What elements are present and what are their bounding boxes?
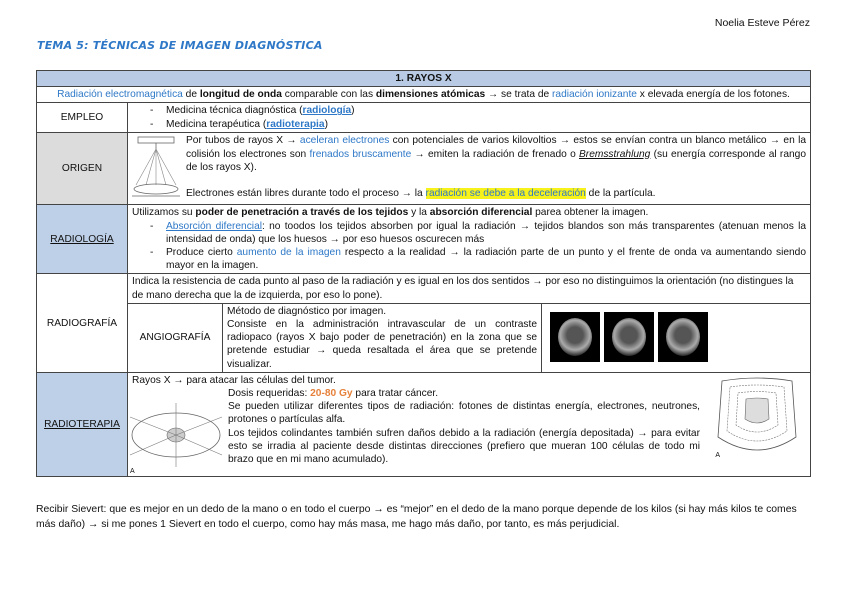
radiologia-content: Utilizamos su poder de penetración a través de los tejidos y la absorción diferencial parea obtener la imagen. - Absorción diferencial: no toodos los tejidos absorben por igual la radiación → tejidos blandos son más transparentes (atenuan menos la intensidad de onda) que los huesos → por eso huesos oscurecen más - Produce cierto aumento de la imagen respecto a la realidad → la radiación parte de un punto y el frente de onda va aumentando siendo mayor en la imagen. [128, 205, 811, 274]
empleo-label: EMPLEO [37, 103, 128, 133]
angiografia-label: ANGIOGRAFÍA [128, 303, 223, 372]
radioterapia-label: RADIOTERAPIA [37, 372, 128, 476]
radiotherapy-beams-diagram [128, 401, 224, 467]
radiografia-label: RADIOGRAFÍA [37, 274, 128, 372]
dose-contour-diagram [712, 377, 802, 461]
angiography-image-3 [658, 312, 708, 362]
figure-label-a2: A [715, 451, 720, 459]
radioterapia-content: Rayos X → para atacar las células del tumor. A Dosis requeridas: 20-80 Gy para tratar cáncer. Se pueden utilizar diferentes tipos de radiación: fotones de distintas energía, electrones, neutrones, protones o partículas alfa. Los tejidos colindantes también sufren daños debido a la radiación (energía depositada) → para evitar esto se irradia al paciente desde distintas direcciones (prefiero que mueran 100 células de todo mi brazo que en mi mano acumulado). A [128, 372, 811, 476]
origen-label: ORIGEN [37, 133, 128, 205]
angiografia-content: Método de diagnóstico por imagen. Consiste en la administración intravascular de un contraste radiopaco (rayos X bajo poder de penetración) en la zona que se pretende estudiar → queda resaltada el área que se pretende visualizar. [223, 303, 542, 372]
angiography-image-2 [604, 312, 654, 362]
page-title: TEMA 5: TÉCNICAS DE IMAGEN DIAGNÓSTICA [37, 39, 323, 52]
empleo-content: - Medicina técnica diagnóstica (radiología) - Medicina terapéutica (radioterapia) [128, 103, 811, 133]
xray-tube-diagram [130, 135, 182, 199]
angiography-images [542, 303, 811, 372]
radiografia-content: Indica la resistencia de cada punto al paso de la radiación y es igual en los dos sentidos → por eso no distinguimos la orientación (no distingues la de mano derecha que la de izquierda, por eso lo pone). ANGIOGRAFÍA Método de diagnóstico por imagen. Consiste en la administración intravascular de un contraste radiopaco (rayos X bajo poder de penetración) en la zona que se pretende estudiar → queda resaltada el área que se pretende visualizar. [128, 274, 811, 372]
origen-content: Por tubos de rayos X → aceleran electrones con potenciales de varios kilovoltios → estos se envían contra un blanco metálico → en la colisión los electrones son frenados bruscamente → emiten la radiación de frenado o Bremsstrahlung (su energía corresponde al rango de los rayos X). Electrones están libres durante todo el proceso → la radiación se debe a la deceleración de la partícula. [128, 133, 811, 205]
footer-note: Recibir Sievert: que es mejor en un dedo de la mano o en todo el cuerpo → es “mejor” en el dedo de la mano porque depende de los kilos (si hay más kilos te comes más daño) → si me pones 1 Sievert en todo el cuerpo, como hay más masa, me hago más daño, por tanto, es más perjudicial. [36, 504, 797, 530]
xray-table [36, 70, 811, 477]
author-name: Noelia Esteve Pérez [714, 17, 810, 29]
intro-row: Radiación electromagnética de longitud de onda comparable con las dimensiones atómicas → se trata de radiación ionizante x elevada energía de los fotones. [37, 87, 811, 103]
angiografia-table [128, 303, 810, 372]
radiologia-label: RADIOLOGÍA [37, 205, 128, 274]
section-header: 1. RAYOS X [37, 71, 811, 87]
figure-label-a: A [130, 467, 135, 475]
angiography-image-1 [550, 312, 600, 362]
